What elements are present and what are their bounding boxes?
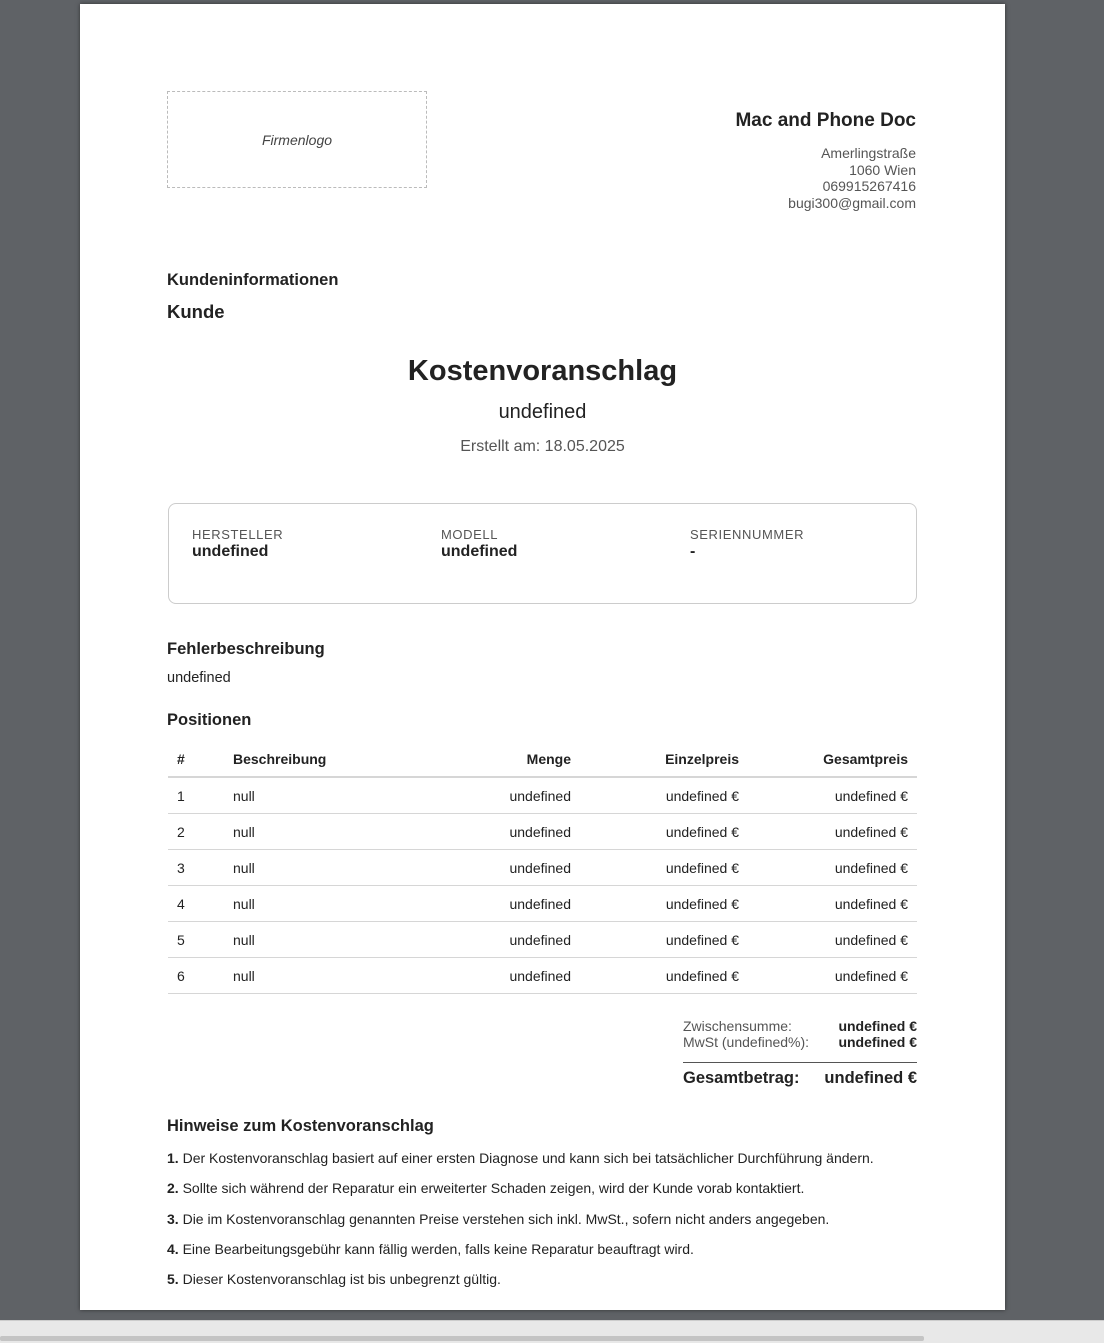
company-street: Amerlingstraße [821,145,916,161]
cell-total-price: undefined € [748,850,917,886]
cell-description: null [224,777,472,814]
grand-total-value: undefined € [824,1069,917,1087]
horizontal-scrollbar[interactable] [0,1320,1104,1343]
note-number: 3. [167,1210,179,1227]
cell-unit-price: undefined € [580,922,748,958]
cell-unit-price: undefined € [580,886,748,922]
cell-total-price: undefined € [748,922,917,958]
grand-total-row [683,1069,917,1088]
note-item [167,1150,874,1180]
cell-number: 6 [168,958,224,994]
serial-value: - [690,543,696,560]
cell-unit-price: undefined € [580,777,748,814]
cell-description: null [224,814,472,850]
cell-number: 4 [168,886,224,922]
cell-quantity: undefined [472,922,580,958]
cell-total-price: undefined € [748,958,917,994]
customer-name: Kunde [167,301,225,322]
positions-heading: Positionen [167,711,252,729]
company-phone: 069915267416 [822,178,916,194]
table-row [168,777,917,814]
device-serial [690,527,804,561]
cell-total-price: undefined € [748,814,917,850]
col-unit-price: Einzelpreis [580,742,748,777]
table-row [168,850,917,886]
manufacturer-value: undefined [192,543,269,560]
vat-value: undefined € [838,1034,917,1050]
document-subtitle: undefined [498,401,587,423]
table-row [168,814,917,850]
note-text: Eine Bearbeitungsgebühr kann fällig werden, falls keine Reparatur beauftragt wird. [182,1240,694,1257]
table-row [168,886,917,922]
cell-quantity: undefined [472,777,580,814]
subtotal-row [683,1018,917,1034]
subtotal-value: undefined € [838,1018,917,1034]
totals-block [683,1018,917,1088]
note-item [167,1241,874,1271]
col-total-price: Gesamtpreis [748,742,917,777]
cell-unit-price: undefined € [580,958,748,994]
cell-number: 2 [168,814,224,850]
cell-number: 5 [168,922,224,958]
cell-quantity: undefined [472,814,580,850]
error-heading: Fehlerbeschreibung [167,640,325,658]
cell-quantity: undefined [472,958,580,994]
note-number: 1. [167,1150,179,1166]
manufacturer-label: HERSTELLER [192,527,284,542]
note-item [167,1211,874,1241]
subtotal-label: Zwischensumme: [683,1018,792,1034]
totals-divider [683,1062,917,1063]
cell-description: null [224,958,472,994]
model-label: MODELL [441,527,499,542]
table-row [168,958,917,994]
company-city: 1060 Wien [849,161,916,178]
notes-list [167,1150,874,1301]
device-model [441,527,517,561]
col-description: Beschreibung [224,742,472,777]
note-number: 2. [167,1180,179,1197]
cell-number: 1 [168,777,224,814]
positions-table [168,742,917,994]
serial-label: SERIENNUMMER [690,527,805,542]
note-item [167,1180,874,1210]
company-info [735,110,916,211]
col-quantity: Menge [472,742,580,777]
note-text: Dieser Kostenvoranschlag ist bis unbegrenzt gültig. [182,1271,501,1288]
company-logo-placeholder [167,91,427,188]
device-info-box [168,503,917,604]
note-item [167,1271,874,1301]
logo-placeholder-text: Firmenlogo [261,131,333,148]
model-value: undefined [441,543,518,560]
cell-unit-price: undefined € [580,850,748,886]
grand-total-label: Gesamtbetrag: [683,1069,800,1087]
vat-row [683,1034,917,1050]
note-text: Der Kostenvoranschlag basiert auf einer ersten Diagnose und kann sich bei tatsächlicher Durchführung ändern. [182,1150,874,1166]
table-header-row [168,742,917,777]
notes-heading: Hinweise zum Kostenvoranschlag [167,1117,434,1135]
cell-quantity: undefined [472,886,580,922]
cell-quantity: undefined [472,850,580,886]
document-date: Erstellt am: 18.05.2025 [460,438,625,455]
cell-total-price: undefined € [748,777,917,814]
table-row [168,922,917,958]
note-number: 4. [167,1240,179,1257]
device-manufacturer [192,527,283,561]
document-title: Kostenvoranschlag [407,355,678,387]
col-number: # [168,742,224,777]
cell-description: null [224,850,472,886]
document-page [80,4,1005,1310]
cell-number: 3 [168,850,224,886]
company-name: Mac and Phone Doc [735,110,916,131]
customer-info-heading: Kundeninformationen [167,271,339,289]
note-text: Die im Kostenvoranschlag genannten Preise verstehen sich inkl. MwSt., sofern nicht anders angegeben. [182,1210,830,1227]
error-text: undefined [167,670,231,686]
cell-total-price: undefined € [748,886,917,922]
cell-description: null [224,922,472,958]
vat-label: MwSt (undefined%): [683,1034,810,1050]
cell-description: null [224,886,472,922]
note-number: 5. [167,1271,179,1288]
scrollbar-thumb[interactable] [0,1336,924,1341]
company-email: bugi300@gmail.com [788,194,916,211]
note-text: Sollte sich während der Reparatur ein erweiterter Schaden zeigen, wird der Kunde vorab kontaktiert. [182,1180,805,1197]
cell-unit-price: undefined € [580,814,748,850]
